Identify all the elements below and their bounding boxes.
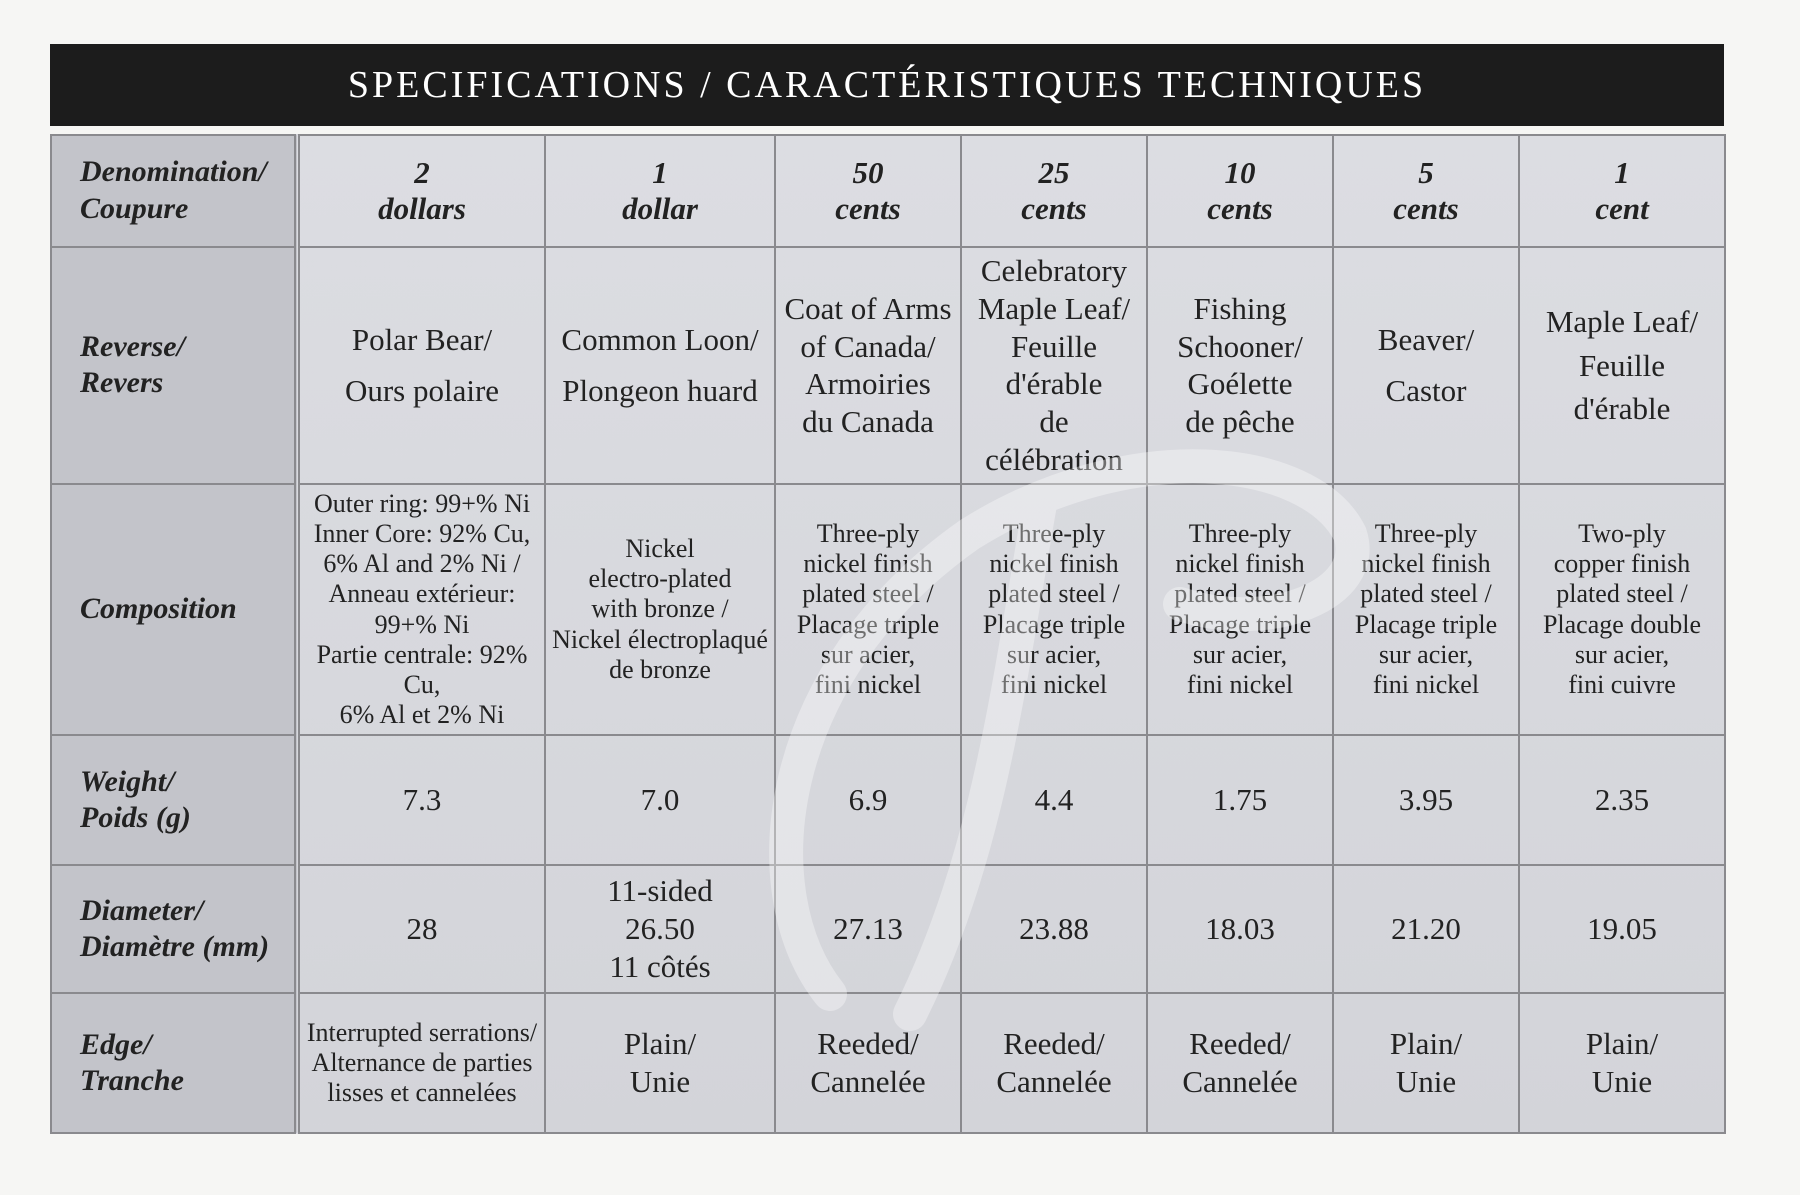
denomination-cell: 2 dollars xyxy=(297,135,545,247)
row-header-diameter: Diameter/ Diamètre (mm) xyxy=(51,865,297,993)
denomination-cell: 5 cents xyxy=(1333,135,1519,247)
composition-row xyxy=(51,484,1725,735)
row-header-composition: Composition xyxy=(51,484,297,735)
diameter-cell: 28 xyxy=(297,865,545,993)
spec-card xyxy=(50,44,1724,1134)
title-text: SPECIFICATIONS / CARACTÉRISTIQUES TECHNIQUES xyxy=(347,64,1427,106)
diameter-cell: 11-sided 26.50 11 côtés xyxy=(545,865,775,993)
weight-cell: 6.9 xyxy=(775,735,961,865)
edge-cell: Plain/ Unie xyxy=(1519,993,1725,1133)
diameter-cell: 27.13 xyxy=(775,865,961,993)
denomination-row xyxy=(51,135,1725,247)
edge-cell: Reeded/ Cannelée xyxy=(1147,993,1333,1133)
diameter-cell: 23.88 xyxy=(961,865,1147,993)
denomination-cell: 25 cents xyxy=(961,135,1147,247)
denomination-cell: 1 cent xyxy=(1519,135,1725,247)
weight-cell: 2.35 xyxy=(1519,735,1725,865)
composition-cell: Three-ply nickel finish plated steel / Placage triple sur acier, fini nickel xyxy=(1147,484,1333,735)
row-header-reverse: Reverse/ Revers xyxy=(51,247,297,484)
reverse-row xyxy=(51,247,1725,484)
row-header-weight: Weight/ Poids (g) xyxy=(51,735,297,865)
weight-cell: 7.0 xyxy=(545,735,775,865)
specifications-table xyxy=(50,134,1726,1134)
edge-row xyxy=(51,993,1725,1133)
row-header-edge: Edge/ Tranche xyxy=(51,993,297,1133)
edge-cell: Reeded/ Cannelée xyxy=(961,993,1147,1133)
reverse-cell: Celebratory Maple Leaf/ Feuille d'érable de célébration xyxy=(961,247,1147,484)
composition-cell: Outer ring: 99+% Ni Inner Core: 92% Cu, 6% Al and 2% Ni / Anneau extérieur: 99+% Ni Partie centrale: 92% Cu, 6% Al et 2% Ni xyxy=(297,484,545,735)
weight-cell: 4.4 xyxy=(961,735,1147,865)
edge-cell: Interrupted serrations/ Alternance de parties lisses et cannelées xyxy=(297,993,545,1133)
edge-cell: Reeded/ Cannelée xyxy=(775,993,961,1133)
composition-cell: Two-ply copper finish plated steel / Placage double sur acier, fini cuivre xyxy=(1519,484,1725,735)
composition-cell: Three-ply nickel finish plated steel / Placage triple sur acier, fini nickel xyxy=(775,484,961,735)
weight-row xyxy=(51,735,1725,865)
composition-cell: Three-ply nickel finish plated steel / Placage triple sur acier, fini nickel xyxy=(961,484,1147,735)
reverse-cell: Fishing Schooner/ Goélette de pêche xyxy=(1147,247,1333,484)
reverse-cell: Polar Bear/ Ours polaire xyxy=(297,247,545,484)
reverse-cell: Beaver/ Castor xyxy=(1333,247,1519,484)
denomination-cell: 50 cents xyxy=(775,135,961,247)
weight-cell: 3.95 xyxy=(1333,735,1519,865)
composition-cell: Three-ply nickel finish plated steel / Placage triple sur acier, fini nickel xyxy=(1333,484,1519,735)
reverse-cell: Common Loon/ Plongeon huard xyxy=(545,247,775,484)
diameter-cell: 19.05 xyxy=(1519,865,1725,993)
page-title xyxy=(50,44,1724,126)
edge-cell: Plain/ Unie xyxy=(1333,993,1519,1133)
weight-cell: 7.3 xyxy=(297,735,545,865)
denomination-cell: 1 dollar xyxy=(545,135,775,247)
row-header-denomination: Denomination/ Coupure xyxy=(51,135,297,247)
edge-cell: Plain/ Unie xyxy=(545,993,775,1133)
diameter-cell: 18.03 xyxy=(1147,865,1333,993)
diameter-cell: 21.20 xyxy=(1333,865,1519,993)
reverse-cell: Coat of Arms of Canada/ Armoiries du Canada xyxy=(775,247,961,484)
denomination-cell: 10 cents xyxy=(1147,135,1333,247)
weight-cell: 1.75 xyxy=(1147,735,1333,865)
composition-cell: Nickel electro-plated with bronze / Nickel électroplaqué de bronze xyxy=(545,484,775,735)
reverse-cell: Maple Leaf/ Feuille d'érable xyxy=(1519,247,1725,484)
diameter-row xyxy=(51,865,1725,993)
